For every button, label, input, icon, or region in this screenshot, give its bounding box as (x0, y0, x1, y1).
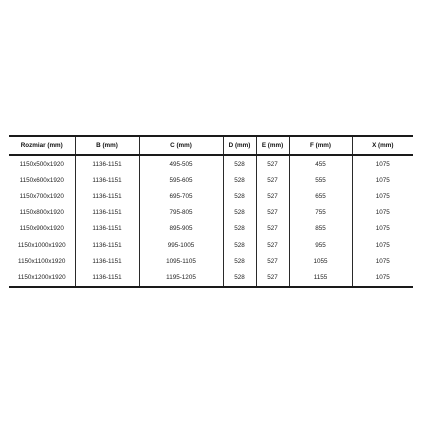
cell-f: 455 (289, 155, 352, 172)
cell-b: 1136-1151 (75, 237, 139, 253)
cell-e: 527 (256, 155, 289, 172)
cell-x: 1075 (352, 205, 413, 221)
cell-d: 528 (223, 188, 256, 204)
cell-x: 1075 (352, 188, 413, 204)
cell-b: 1136-1151 (75, 253, 139, 269)
cell-c: 595-605 (139, 172, 223, 188)
cell-e: 527 (256, 237, 289, 253)
cell-c: 1195-1205 (139, 269, 223, 286)
cell-rozmiar: 1150x700x1920 (19, 192, 64, 200)
cell-x: 1075 (352, 172, 413, 188)
table-row (9, 205, 413, 221)
header-d: D (mm) (223, 136, 256, 155)
header-row (9, 136, 413, 155)
cell-rozmiar: 1150x1100x1920 (18, 257, 66, 265)
cell-d: 528 (223, 269, 256, 286)
cell-f: 1055 (289, 253, 352, 269)
cell-x: 1075 (352, 253, 413, 269)
table-row (9, 269, 413, 286)
table-row (9, 221, 413, 237)
cell-x: 1075 (352, 237, 413, 253)
table-body (9, 155, 413, 287)
cell-d: 528 (223, 221, 256, 237)
cell-rozmiar: 1150x600x1920 (19, 176, 64, 184)
cell-f: 955 (289, 237, 352, 253)
cell-d: 528 (223, 172, 256, 188)
cell-b: 1136-1151 (75, 188, 139, 204)
cell-d: 528 (223, 237, 256, 253)
table-row (9, 253, 413, 269)
cell-f: 755 (289, 205, 352, 221)
header-c: C (mm) (139, 136, 223, 155)
cell-b: 1136-1151 (75, 221, 139, 237)
cell-b: 1136-1151 (75, 172, 139, 188)
cell-b: 1136-1151 (75, 269, 139, 286)
table-row (9, 155, 413, 172)
cell-b: 1136-1151 (75, 205, 139, 221)
cell-e: 527 (256, 172, 289, 188)
cell-e: 527 (256, 205, 289, 221)
cell-c: 995-1005 (139, 237, 223, 253)
cell-rozmiar: 1150x800x1920 (19, 209, 64, 217)
cell-c: 895-905 (139, 221, 223, 237)
cell-f: 1155 (289, 269, 352, 286)
cell-f: 855 (289, 221, 352, 237)
cell-c: 495-505 (139, 155, 223, 172)
header-e: E (mm) (256, 136, 289, 155)
table-row (9, 172, 413, 188)
header-b: B (mm) (75, 136, 139, 155)
cell-e: 527 (256, 253, 289, 269)
cell-rozmiar: 1150x1000x1920 (17, 241, 66, 249)
header-rozmiar: Rozmiar (mm) (9, 136, 75, 155)
cell-c: 1095-1105 (139, 253, 223, 269)
cell-f: 655 (289, 188, 352, 204)
cell-d: 528 (223, 155, 256, 172)
cell-x: 1075 (352, 221, 413, 237)
header-f: F (mm) (289, 136, 352, 155)
cell-rozmiar: 1150x1200x1920 (9, 269, 75, 286)
table-row (9, 237, 413, 253)
cell-c: 695-705 (139, 188, 223, 204)
cell-rozmiar: 1150x900x1920 (19, 225, 64, 233)
dimensions-table (9, 135, 413, 288)
cell-e: 527 (256, 188, 289, 204)
cell-x: 1075 (352, 269, 413, 286)
cell-rozmiar: 1150x500x1920 (19, 160, 64, 168)
table-row (9, 188, 413, 204)
cell-x: 1075 (352, 155, 413, 172)
cell-d: 528 (223, 205, 256, 221)
cell-e: 527 (256, 221, 289, 237)
cell-e: 527 (256, 269, 289, 286)
cell-b: 1136-1151 (75, 155, 139, 172)
header-x: X (mm) (352, 136, 413, 155)
cell-d: 528 (223, 253, 256, 269)
cell-f: 555 (289, 172, 352, 188)
cell-c: 795-805 (139, 205, 223, 221)
